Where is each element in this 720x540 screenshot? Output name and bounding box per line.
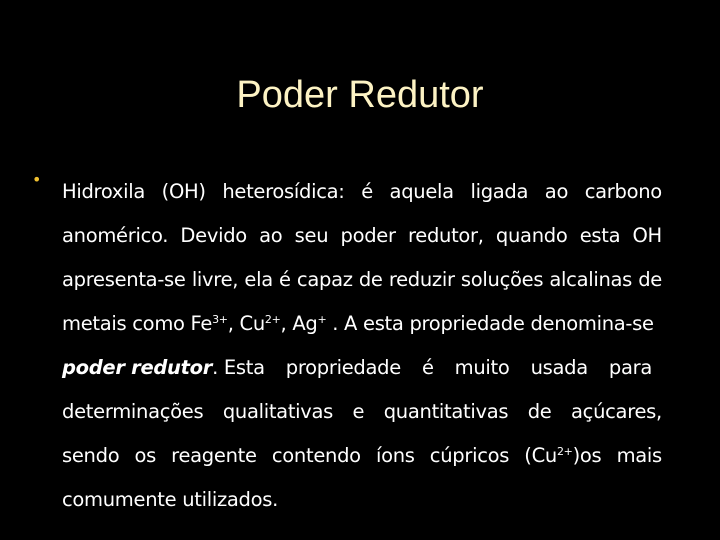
cu-charge: 2+ bbox=[556, 445, 573, 458]
text-line-5 bbox=[62, 346, 652, 390]
word: ao bbox=[544, 180, 569, 203]
word: apresenta-se bbox=[62, 268, 186, 291]
slide-title: Poder Redutor bbox=[236, 74, 484, 116]
word: determinações bbox=[62, 400, 204, 423]
word: qualitativas bbox=[222, 400, 334, 423]
line7-word: íons bbox=[375, 444, 415, 467]
word: e bbox=[352, 400, 365, 423]
line5-word: é bbox=[421, 356, 434, 379]
line4-text bbox=[62, 302, 654, 346]
word: ligada bbox=[470, 180, 529, 203]
word: anomérico. bbox=[62, 224, 169, 247]
line7-word: os bbox=[134, 444, 156, 467]
fe-charge: 3+ bbox=[212, 313, 228, 326]
text-line-7 bbox=[62, 434, 662, 478]
word: Devido bbox=[180, 224, 247, 247]
line5-word: muito bbox=[454, 356, 510, 379]
text-line-2 bbox=[62, 214, 662, 258]
word: Hidroxila bbox=[62, 180, 146, 203]
word: alcalinas bbox=[549, 268, 633, 291]
word: quantitativas bbox=[383, 400, 509, 423]
line5-first bbox=[62, 346, 265, 390]
word: redutor, bbox=[407, 224, 484, 247]
word: carbono bbox=[584, 180, 662, 203]
text-line-3 bbox=[62, 258, 662, 302]
line7-word: sendo bbox=[62, 444, 120, 467]
word: (OH) bbox=[161, 180, 206, 203]
text-line-4 bbox=[62, 302, 662, 346]
line7-word: mais bbox=[616, 444, 662, 467]
line8-text: comumente utilizados. bbox=[62, 488, 279, 511]
text-line-6 bbox=[62, 390, 662, 434]
word: soluções bbox=[460, 268, 544, 291]
line7-formula bbox=[524, 434, 601, 478]
word: é bbox=[279, 268, 291, 291]
word: ela bbox=[244, 268, 273, 291]
formula-close: )os bbox=[572, 444, 602, 467]
formula-open: (Cu bbox=[524, 444, 557, 467]
word: seu bbox=[294, 224, 329, 247]
word: heterosídica: bbox=[222, 180, 345, 203]
line5-word: . Esta bbox=[212, 356, 265, 379]
word: de bbox=[358, 268, 383, 291]
line4-prefix: metais como Fe bbox=[62, 312, 213, 335]
line4-ag: , Ag bbox=[280, 312, 318, 335]
emphasis-term: poder redutor bbox=[62, 356, 213, 379]
line5-word: usada bbox=[530, 356, 588, 379]
line5-word: propriedade bbox=[285, 356, 401, 379]
line5-word: para bbox=[608, 356, 652, 379]
word: reduzir bbox=[388, 268, 455, 291]
word: ao bbox=[259, 224, 283, 247]
word: açúcares, bbox=[571, 400, 662, 423]
word: esta bbox=[579, 224, 621, 247]
word: é bbox=[361, 180, 373, 203]
cu-charge: 2+ bbox=[264, 313, 281, 326]
line4-suffix: . A esta propriedade denomina-se bbox=[326, 312, 654, 335]
line4-cu: , Cu bbox=[227, 312, 265, 335]
word: livre, bbox=[191, 268, 239, 291]
bullet-icon: • bbox=[32, 170, 42, 189]
word: de bbox=[527, 400, 552, 423]
word: capaz bbox=[296, 268, 353, 291]
word: OH bbox=[632, 224, 662, 247]
bullet-paragraph bbox=[32, 170, 662, 522]
text-line-1 bbox=[62, 170, 662, 214]
word: de bbox=[638, 268, 662, 291]
line7-word: contendo bbox=[271, 444, 361, 467]
word: quando bbox=[495, 224, 568, 247]
word: poder bbox=[340, 224, 396, 247]
text-line-8 bbox=[62, 478, 662, 522]
line7-word: cúpricos bbox=[429, 444, 510, 467]
ag-charge: + bbox=[317, 313, 327, 326]
line7-word: reagente bbox=[171, 444, 257, 467]
word: aquela bbox=[389, 180, 454, 203]
